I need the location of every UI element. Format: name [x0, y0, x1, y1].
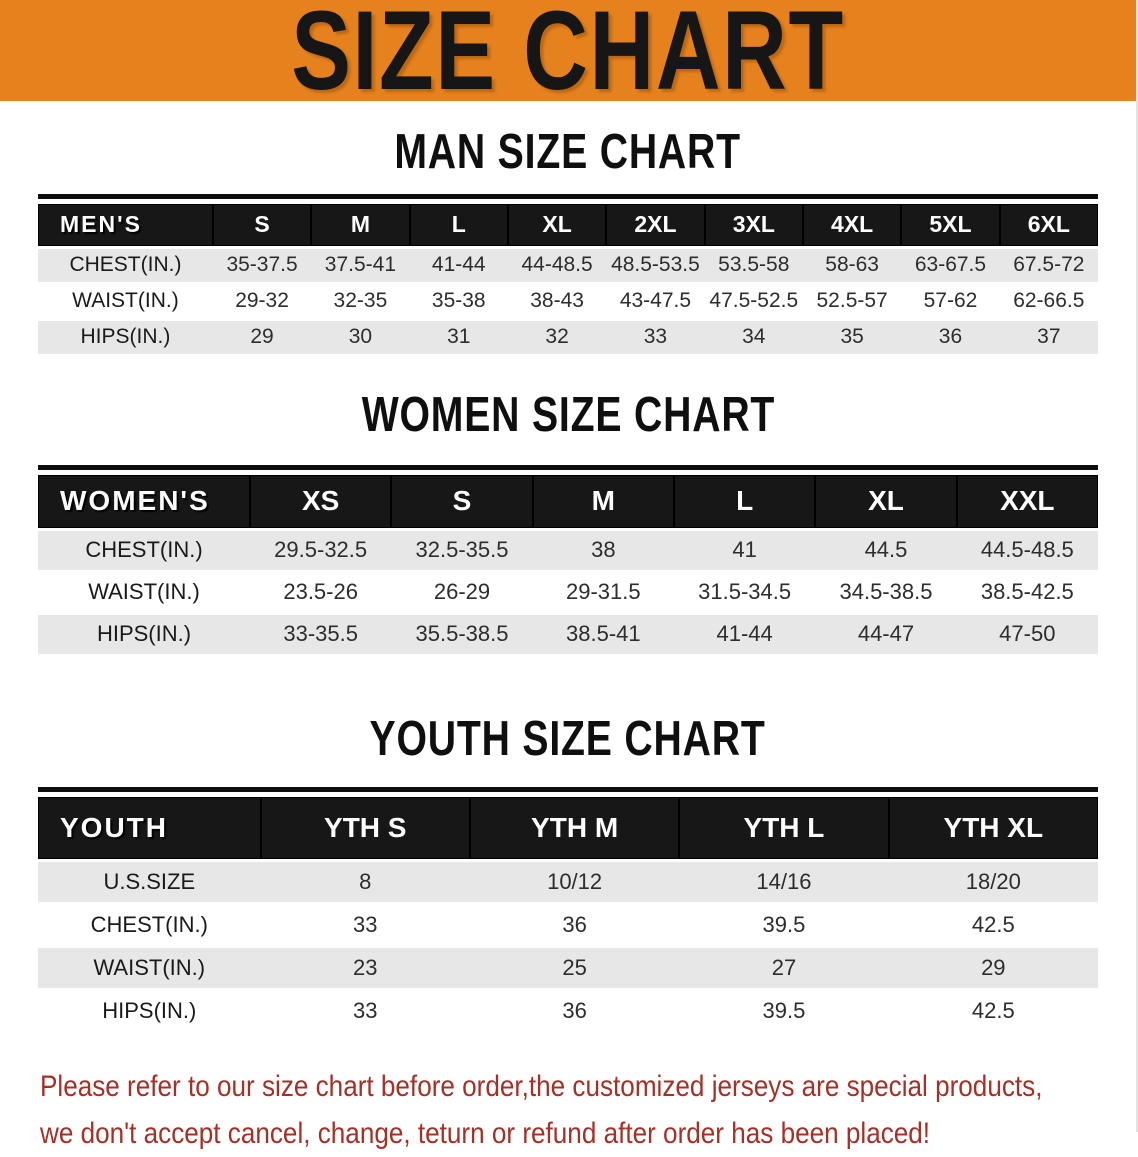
- row-label: WAIST(IN.): [38, 285, 213, 318]
- column-header: XS: [250, 475, 391, 528]
- size-value: 44.5-48.5: [957, 531, 1098, 570]
- size-value: 36: [901, 321, 999, 354]
- size-value: 44-47: [815, 615, 956, 654]
- womens-size-table: [38, 465, 1098, 657]
- size-value: 42.5: [889, 905, 1098, 945]
- table-row: [38, 285, 1098, 318]
- size-value: 38.5-41: [533, 615, 674, 654]
- column-header: S: [213, 204, 311, 246]
- size-value: 14/16: [679, 862, 888, 902]
- size-value: 38-43: [508, 285, 606, 318]
- size-value: 31: [410, 321, 508, 354]
- column-header: YTH L: [679, 797, 888, 859]
- size-value: 37: [1000, 321, 1098, 354]
- column-header: 4XL: [803, 204, 901, 246]
- size-value: 44-48.5: [508, 249, 606, 282]
- size-value: 30: [311, 321, 409, 354]
- size-value: 27: [679, 948, 888, 988]
- disclaimer-line-1: Please refer to our size chart before order,the customized jerseys are special products,: [40, 1069, 1043, 1103]
- disclaimer: [40, 1063, 1136, 1157]
- size-value: 41-44: [410, 249, 508, 282]
- size-value: 63-67.5: [901, 249, 999, 282]
- size-value: 47.5-52.5: [705, 285, 803, 318]
- table-row: [38, 615, 1098, 654]
- size-value: 35-37.5: [213, 249, 311, 282]
- size-value: 36: [470, 991, 679, 1031]
- size-value: 10/12: [470, 862, 679, 902]
- size-value: 58-63: [803, 249, 901, 282]
- size-value: 23: [261, 948, 470, 988]
- size-value: 29: [213, 321, 311, 354]
- size-value: 29: [889, 948, 1098, 988]
- size-value: 67.5-72: [1000, 249, 1098, 282]
- women-size-chart-title: WOMEN SIZE CHART: [361, 387, 775, 442]
- table-group-label: YOUTH: [38, 797, 261, 859]
- size-value: 48.5-53.5: [606, 249, 704, 282]
- row-label: CHEST(IN.): [38, 249, 213, 282]
- table-header-row: [38, 204, 1098, 246]
- size-value: 33-35.5: [250, 615, 391, 654]
- size-value: 53.5-58: [705, 249, 803, 282]
- row-label: HIPS(IN.): [38, 991, 261, 1031]
- row-label: HIPS(IN.): [38, 615, 250, 654]
- row-label: CHEST(IN.): [38, 531, 250, 570]
- size-value: 42.5: [889, 991, 1098, 1031]
- table-header-row: [38, 475, 1098, 528]
- size-value: 26-29: [391, 573, 532, 612]
- youth-size-chart-title: YOUTH SIZE CHART: [369, 711, 767, 766]
- table-row: [38, 573, 1098, 612]
- size-value: 35-38: [410, 285, 508, 318]
- size-value: 38.5-42.5: [957, 573, 1098, 612]
- column-header: 5XL: [901, 204, 999, 246]
- size-value: 41-44: [674, 615, 815, 654]
- table-group-label: MEN'S: [38, 204, 213, 246]
- size-table: [38, 794, 1098, 1034]
- column-header: 2XL: [606, 204, 704, 246]
- size-value: 29.5-32.5: [250, 531, 391, 570]
- column-header: 6XL: [1000, 204, 1098, 246]
- column-header: YTH XL: [889, 797, 1098, 859]
- table-row: [38, 991, 1098, 1031]
- table-row: [38, 948, 1098, 988]
- size-value: 18/20: [889, 862, 1098, 902]
- size-value: 38: [533, 531, 674, 570]
- size-value: 33: [261, 905, 470, 945]
- size-value: 43-47.5: [606, 285, 704, 318]
- size-chart-banner: [0, 0, 1136, 101]
- size-value: 47-50: [957, 615, 1098, 654]
- column-header: XL: [815, 475, 956, 528]
- column-header: XXL: [957, 475, 1098, 528]
- row-label: WAIST(IN.): [38, 948, 261, 988]
- size-value: 34: [705, 321, 803, 354]
- column-header: M: [311, 204, 409, 246]
- size-value: 36: [470, 905, 679, 945]
- column-header: XL: [508, 204, 606, 246]
- table-group-label: WOMEN'S: [38, 475, 250, 528]
- column-header: 3XL: [705, 204, 803, 246]
- size-value: 29-31.5: [533, 573, 674, 612]
- table-row: [38, 905, 1098, 945]
- size-value: 41: [674, 531, 815, 570]
- size-value: 62-66.5: [1000, 285, 1098, 318]
- column-header: L: [674, 475, 815, 528]
- size-value: 31.5-34.5: [674, 573, 815, 612]
- size-value: 39.5: [679, 991, 888, 1031]
- row-label: CHEST(IN.): [38, 905, 261, 945]
- size-value: 8: [261, 862, 470, 902]
- table-row: [38, 249, 1098, 282]
- mens-size-table: [38, 194, 1098, 357]
- size-value: 44.5: [815, 531, 956, 570]
- table-row: [38, 531, 1098, 570]
- table-header-row: [38, 797, 1098, 859]
- table-row: [38, 321, 1098, 354]
- size-table: [38, 472, 1098, 657]
- column-header: L: [410, 204, 508, 246]
- size-value: 25: [470, 948, 679, 988]
- column-header: YTH M: [470, 797, 679, 859]
- row-label: WAIST(IN.): [38, 573, 250, 612]
- man-size-chart-title: MAN SIZE CHART: [394, 125, 742, 179]
- size-value: 52.5-57: [803, 285, 901, 318]
- banner-title: SIZE CHART: [291, 0, 845, 101]
- size-value: 33: [261, 991, 470, 1031]
- size-table: [38, 201, 1098, 357]
- row-label: U.S.SIZE: [38, 862, 261, 902]
- youth-size-table: [38, 787, 1098, 1034]
- size-value: 33: [606, 321, 704, 354]
- table-row: [38, 862, 1098, 902]
- size-value: 32.5-35.5: [391, 531, 532, 570]
- row-label: HIPS(IN.): [38, 321, 213, 354]
- size-value: 32: [508, 321, 606, 354]
- column-header: M: [533, 475, 674, 528]
- column-header: YTH S: [261, 797, 470, 859]
- size-value: 32-35: [311, 285, 409, 318]
- size-value: 57-62: [901, 285, 999, 318]
- size-value: 23.5-26: [250, 573, 391, 612]
- size-value: 39.5: [679, 905, 888, 945]
- disclaimer-line-2: we don't accept cancel, change, teturn or refund after order has been placed!: [40, 1116, 931, 1150]
- size-value: 34.5-38.5: [815, 573, 956, 612]
- size-value: 29-32: [213, 285, 311, 318]
- size-value: 37.5-41: [311, 249, 409, 282]
- column-header: S: [391, 475, 532, 528]
- size-value: 35: [803, 321, 901, 354]
- size-value: 35.5-38.5: [391, 615, 532, 654]
